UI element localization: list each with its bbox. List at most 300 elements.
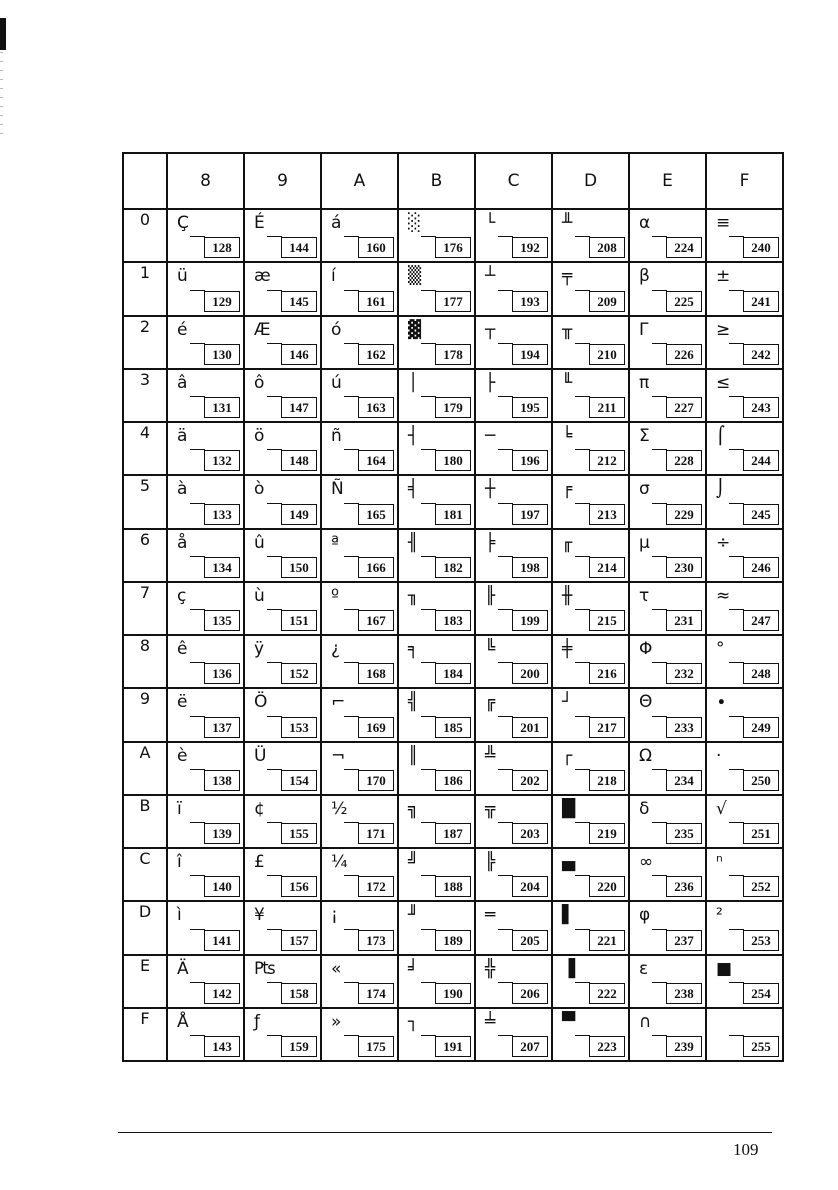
row-header: D: [123, 901, 167, 954]
char-cell: [167, 742, 244, 795]
code-label: 138: [204, 770, 240, 791]
glyph: ¢: [254, 798, 265, 819]
char-cell: [629, 209, 706, 262]
code-label: 155: [281, 823, 317, 844]
code-label: 148: [281, 450, 317, 471]
char-cell: [706, 475, 783, 528]
glyph: Ç: [177, 213, 189, 233]
row-header: 3: [123, 369, 167, 422]
code-label: 242: [743, 344, 779, 365]
code-label: 220: [589, 876, 625, 897]
code-label: 212: [589, 450, 625, 471]
char-cell: [244, 422, 321, 475]
char-cell: [244, 529, 321, 582]
glyph: ì: [177, 905, 182, 926]
char-cell: [167, 901, 244, 954]
char-cell: [475, 475, 552, 528]
char-cell: [398, 422, 475, 475]
glyph: ù: [254, 585, 265, 606]
code-label: 180: [435, 450, 471, 471]
char-cell: [706, 901, 783, 954]
char-cell: [398, 742, 475, 795]
code-label: 145: [281, 291, 317, 312]
glyph: «: [331, 958, 342, 979]
code-label: 240: [743, 237, 779, 258]
glyph: ₧: [254, 958, 276, 979]
code-label: 255: [743, 1036, 779, 1057]
code-label: 204: [512, 876, 548, 897]
char-cell: [167, 1008, 244, 1061]
glyph: ¿: [331, 639, 341, 659]
code-label: 195: [512, 397, 548, 418]
glyph: »: [331, 1011, 342, 1032]
row-header: 4: [123, 422, 167, 475]
glyph: ╗: [408, 798, 419, 819]
table-row: [123, 955, 783, 1008]
char-cell: [244, 955, 321, 1008]
code-label: 233: [666, 717, 702, 738]
code-label: 174: [358, 983, 394, 1004]
column-header-row: [123, 153, 783, 209]
code-label: 226: [666, 344, 702, 365]
glyph: τ: [639, 585, 650, 606]
char-cell: [167, 635, 244, 688]
code-label: 169: [358, 717, 394, 738]
code-label: 230: [666, 557, 702, 578]
char-cell: [629, 422, 706, 475]
char-cell: [244, 475, 321, 528]
table-row: [123, 316, 783, 369]
code-label: 135: [204, 610, 240, 631]
char-cell: [552, 901, 629, 954]
code-label: 245: [743, 504, 779, 525]
glyph: ┐: [408, 1011, 419, 1032]
code-label: 142: [204, 983, 240, 1004]
code-label: 251: [743, 823, 779, 844]
char-cell: [475, 529, 552, 582]
table-row: [123, 635, 783, 688]
code-label: 187: [435, 823, 471, 844]
code-label: 178: [435, 344, 471, 365]
code-label: 231: [666, 610, 702, 631]
char-cell: [706, 688, 783, 741]
code-label: 215: [589, 610, 625, 631]
code-label: 203: [512, 823, 548, 844]
char-cell: [706, 795, 783, 848]
glyph: ∙: [716, 692, 727, 713]
char-cell: [398, 688, 475, 741]
glyph: ⌡: [716, 479, 725, 500]
code-label: 190: [435, 983, 471, 1004]
code-label: 252: [743, 876, 779, 897]
glyph: ½: [331, 798, 348, 819]
row-header: 7: [123, 582, 167, 635]
code-label: 186: [435, 770, 471, 791]
code-label: 161: [358, 291, 394, 312]
code-label: 163: [358, 397, 394, 418]
code-label: 224: [666, 237, 702, 258]
table-row: [123, 209, 783, 262]
glyph: ╩: [485, 745, 496, 766]
char-cell: [244, 635, 321, 688]
code-label: 192: [512, 237, 548, 258]
glyph: ≡: [716, 213, 731, 233]
glyph: ┼: [485, 479, 496, 500]
char-cell: [398, 369, 475, 422]
glyph: ┤: [408, 426, 419, 446]
glyph: å: [177, 532, 188, 553]
table-row: [123, 901, 783, 954]
char-cell: [706, 848, 783, 901]
glyph: ª: [331, 532, 340, 553]
code-label: 205: [512, 930, 548, 951]
row-header: A: [123, 742, 167, 795]
glyph: ╡: [408, 479, 419, 500]
code-label: 132: [204, 450, 240, 471]
code-label: 222: [589, 983, 625, 1004]
code-label: 191: [435, 1036, 471, 1057]
glyph: ▌: [562, 905, 576, 926]
char-cell: [706, 422, 783, 475]
glyph: β: [639, 266, 650, 287]
code-label: 223: [589, 1036, 625, 1057]
glyph: °: [716, 639, 725, 659]
glyph: φ: [639, 905, 651, 926]
char-cell: [475, 635, 552, 688]
glyph: ·: [716, 745, 722, 766]
char-cell: [629, 688, 706, 741]
glyph: ╧: [485, 1011, 496, 1032]
code-label: 160: [358, 237, 394, 258]
code-label: 139: [204, 823, 240, 844]
glyph: Ü: [254, 745, 267, 766]
row-header: 2: [123, 316, 167, 369]
char-cell: [552, 262, 629, 315]
glyph: é: [177, 319, 188, 340]
code-label: 170: [358, 770, 394, 791]
column-header: C: [475, 153, 552, 209]
glyph: ε: [639, 958, 649, 979]
char-cell: [475, 901, 552, 954]
char-cell: [629, 795, 706, 848]
code-label: 156: [281, 876, 317, 897]
code-label: 248: [743, 663, 779, 684]
glyph: ╟: [485, 585, 496, 606]
glyph: £: [254, 852, 265, 872]
char-cell: [552, 742, 629, 795]
glyph: ║: [408, 745, 419, 766]
char-cell: [475, 369, 552, 422]
glyph: π: [639, 372, 650, 393]
glyph: ╙: [562, 372, 573, 393]
code-label: 172: [358, 876, 394, 897]
char-cell: [398, 955, 475, 1008]
code-label: 225: [666, 291, 702, 312]
code-label: 188: [435, 876, 471, 897]
code-label: 140: [204, 876, 240, 897]
char-cell: [398, 209, 475, 262]
code-label: 177: [435, 291, 471, 312]
char-cell: [398, 848, 475, 901]
row-header: B: [123, 795, 167, 848]
glyph: ╨: [562, 213, 573, 233]
glyph: ≤: [716, 372, 731, 393]
glyph: ╕: [408, 639, 419, 659]
code-label: 229: [666, 504, 702, 525]
table-row: [123, 422, 783, 475]
char-cell: [244, 795, 321, 848]
code-label: 254: [743, 983, 779, 1004]
code-label: 232: [666, 663, 702, 684]
char-cell: [398, 582, 475, 635]
char-cell: [398, 475, 475, 528]
code-label: 253: [743, 930, 779, 951]
glyph: ╛: [408, 958, 419, 979]
page-edge-dots: [0, 52, 3, 142]
glyph: ü: [177, 266, 188, 287]
char-cell: [475, 688, 552, 741]
glyph: ┴: [485, 266, 496, 287]
code-label: 136: [204, 663, 240, 684]
glyph: ╜: [408, 905, 419, 926]
glyph: ∞: [639, 852, 654, 872]
code-label: 129: [204, 291, 240, 312]
char-cell: [321, 795, 398, 848]
code-label: 241: [743, 291, 779, 312]
char-cell: [398, 1008, 475, 1061]
glyph: ≈: [716, 585, 731, 606]
char-cell: [321, 582, 398, 635]
glyph: ▀: [562, 1011, 576, 1032]
glyph: ┌: [562, 745, 573, 766]
glyph: ë: [177, 692, 188, 713]
code-label: 128: [204, 237, 240, 258]
row-header: 1: [123, 262, 167, 315]
code-label: 175: [358, 1036, 394, 1057]
code-label: 189: [435, 930, 471, 951]
glyph: ï: [177, 798, 182, 819]
code-label: 131: [204, 397, 240, 418]
glyph: α: [639, 213, 651, 233]
glyph: √: [716, 798, 727, 819]
code-label: 144: [281, 237, 317, 258]
glyph: ñ: [331, 426, 342, 446]
char-cell: [244, 848, 321, 901]
glyph: ⌐: [331, 692, 346, 713]
glyph: æ: [254, 266, 271, 287]
code-label: 246: [743, 557, 779, 578]
char-cell: [321, 848, 398, 901]
char-cell: [244, 582, 321, 635]
glyph: ▐: [562, 958, 576, 979]
char-cell: [629, 582, 706, 635]
code-label: 219: [589, 823, 625, 844]
column-header: A: [321, 153, 398, 209]
footer-rule: [118, 1132, 772, 1133]
row-header: 5: [123, 475, 167, 528]
char-cell: [321, 1008, 398, 1061]
glyph: Σ: [639, 426, 650, 446]
char-cell: [706, 529, 783, 582]
glyph: ╝: [408, 852, 419, 872]
char-cell: [167, 316, 244, 369]
table-row: [123, 262, 783, 315]
glyph: ╪: [562, 639, 573, 659]
code-label: 171: [358, 823, 394, 844]
char-cell: [244, 901, 321, 954]
code-label: 213: [589, 504, 625, 525]
glyph: ╔: [485, 692, 496, 713]
glyph: ═: [485, 905, 496, 926]
code-label: 235: [666, 823, 702, 844]
code-label: 184: [435, 663, 471, 684]
code-label: 243: [743, 397, 779, 418]
char-cell: [321, 635, 398, 688]
char-cell: [552, 635, 629, 688]
char-cell: [321, 955, 398, 1008]
char-cell: [167, 955, 244, 1008]
char-cell: [552, 795, 629, 848]
column-header: 8: [167, 153, 244, 209]
code-label: 236: [666, 876, 702, 897]
code-label: 146: [281, 344, 317, 365]
char-cell: [706, 955, 783, 1008]
char-cell: [706, 1008, 783, 1061]
char-cell: [706, 262, 783, 315]
glyph: Ä: [177, 958, 189, 979]
glyph: ╓: [562, 532, 573, 553]
char-cell: [629, 316, 706, 369]
glyph: ¬: [331, 745, 346, 766]
character-code-table: [122, 152, 784, 1062]
char-cell: [706, 316, 783, 369]
code-label: 210: [589, 344, 625, 365]
glyph: ¥: [254, 905, 265, 926]
code-label: 181: [435, 504, 471, 525]
row-header: 9: [123, 688, 167, 741]
code-label: 239: [666, 1036, 702, 1057]
char-cell: [244, 369, 321, 422]
char-cell: [321, 369, 398, 422]
code-label: 197: [512, 504, 548, 525]
char-cell: [629, 955, 706, 1008]
code-label: 208: [589, 237, 625, 258]
glyph: ó: [331, 319, 342, 340]
glyph: ⁿ: [716, 852, 723, 872]
char-cell: [475, 422, 552, 475]
table-row: [123, 742, 783, 795]
glyph: δ: [639, 798, 650, 819]
glyph: └: [485, 213, 496, 233]
char-cell: [398, 635, 475, 688]
char-cell: [552, 369, 629, 422]
char-cell: [321, 901, 398, 954]
char-cell: [552, 582, 629, 635]
code-label: 209: [589, 291, 625, 312]
glyph: ╞: [485, 532, 496, 553]
glyph: î: [177, 852, 182, 872]
glyph: │: [408, 372, 419, 393]
char-cell: [629, 901, 706, 954]
row-header: C: [123, 848, 167, 901]
code-label: 179: [435, 397, 471, 418]
code-label: 202: [512, 770, 548, 791]
code-label: 183: [435, 610, 471, 631]
char-cell: [629, 635, 706, 688]
code-label: 250: [743, 770, 779, 791]
char-cell: [398, 795, 475, 848]
glyph: ┘: [562, 692, 573, 713]
char-cell: [475, 1008, 552, 1061]
code-label: 149: [281, 504, 317, 525]
char-cell: [321, 529, 398, 582]
glyph: ╫: [562, 585, 573, 606]
char-cell: [398, 529, 475, 582]
code-label: 130: [204, 344, 240, 365]
code-label: 207: [512, 1036, 548, 1057]
glyph: ╘: [562, 426, 573, 446]
code-label: 143: [204, 1036, 240, 1057]
char-cell: [321, 209, 398, 262]
code-label: 153: [281, 717, 317, 738]
glyph: ╦: [485, 798, 496, 819]
char-cell: [398, 262, 475, 315]
glyph: ╒: [562, 479, 573, 500]
char-cell: [244, 262, 321, 315]
glyph: ░: [408, 213, 422, 233]
glyph: ¡: [331, 905, 338, 926]
row-header: 0: [123, 209, 167, 262]
page-number: 109: [733, 1140, 759, 1159]
char-cell: [475, 582, 552, 635]
glyph: Φ: [639, 639, 653, 659]
glyph: í: [331, 266, 336, 287]
code-label: 182: [435, 557, 471, 578]
char-cell: [475, 316, 552, 369]
char-cell: [706, 742, 783, 795]
code-label: 227: [666, 397, 702, 418]
table-row: [123, 369, 783, 422]
char-cell: [629, 742, 706, 795]
table-row: [123, 475, 783, 528]
char-cell: [475, 795, 552, 848]
code-label: 199: [512, 610, 548, 631]
code-label: 173: [358, 930, 394, 951]
glyph: ╬: [485, 958, 496, 979]
column-header: F: [706, 153, 783, 209]
glyph: ²: [716, 905, 723, 926]
glyph: ▒: [408, 266, 422, 287]
glyph: º: [331, 585, 340, 606]
char-cell: [321, 742, 398, 795]
glyph: à: [177, 479, 188, 500]
code-label: 214: [589, 557, 625, 578]
glyph: ¼: [331, 852, 348, 872]
column-header: B: [398, 153, 475, 209]
code-label: 159: [281, 1036, 317, 1057]
char-cell: [167, 262, 244, 315]
glyph: Å: [177, 1011, 189, 1032]
code-label: 201: [512, 717, 548, 738]
char-cell: [552, 209, 629, 262]
char-cell: [244, 209, 321, 262]
glyph: ■: [716, 958, 733, 979]
char-cell: [167, 848, 244, 901]
char-cell: [552, 316, 629, 369]
char-cell: [167, 422, 244, 475]
glyph: ∩: [639, 1011, 652, 1032]
code-label: 196: [512, 450, 548, 471]
